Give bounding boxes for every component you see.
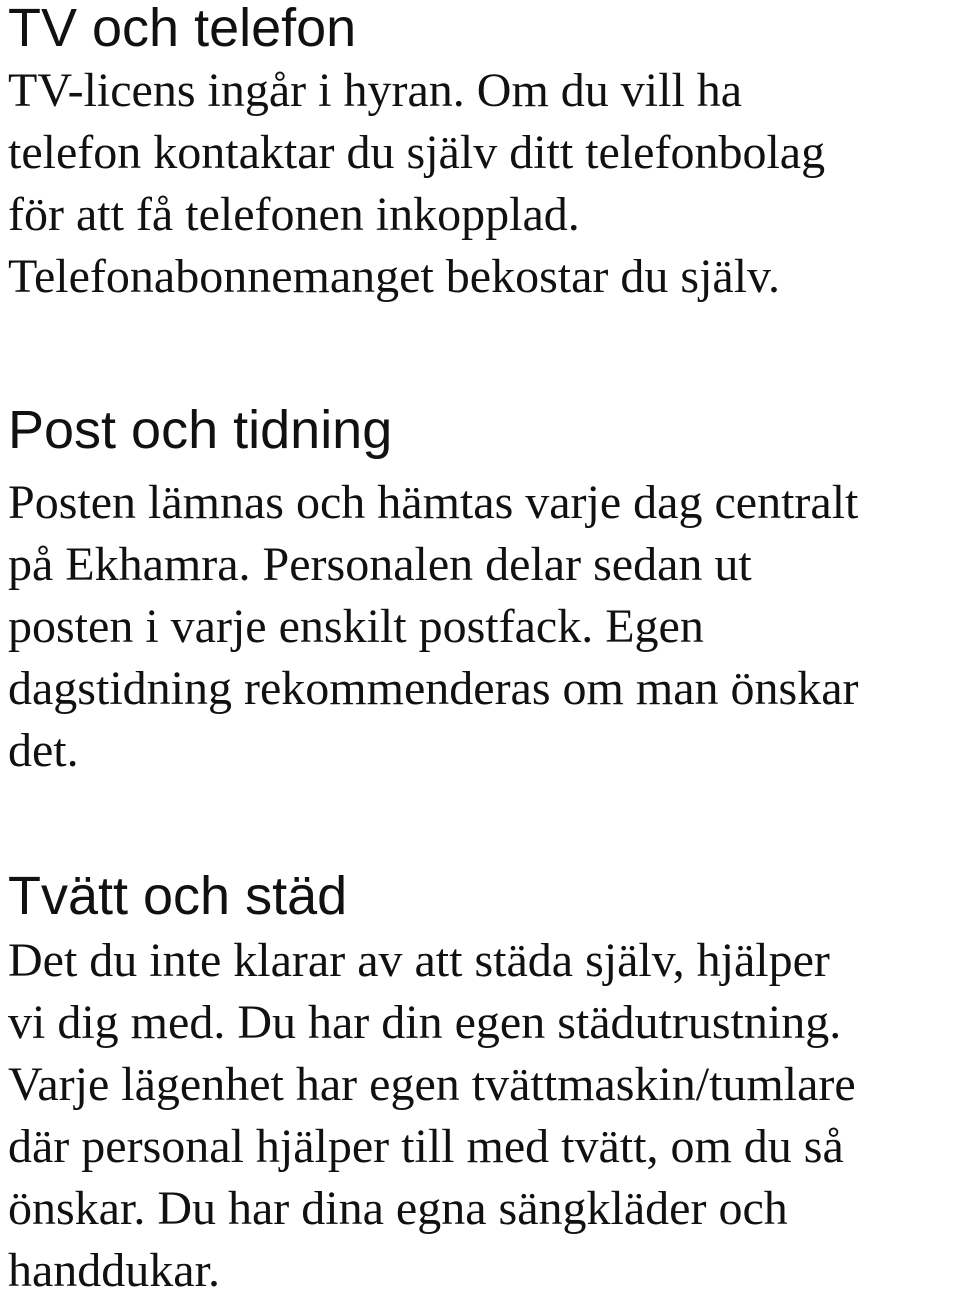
section-heading: TV och telefon (8, 0, 357, 58)
text-line: handdukar. (8, 1244, 220, 1297)
section-tvatt-och-stad (8, 866, 856, 1302)
section-post-och-tidning (8, 400, 858, 782)
text-line: dagstidning rekommenderas om man önskar (8, 662, 859, 715)
section-heading: Tvätt och städ (8, 866, 348, 926)
section-body (8, 472, 858, 782)
text-line: Telefonabonnemanget bekostar du själv. (8, 250, 780, 303)
section-body (8, 930, 856, 1302)
section-heading: Post och tidning (8, 400, 393, 460)
text-line: Varje lägenhet har egen tvättmaskin/tumlare (8, 1058, 856, 1111)
text-line: Posten lämnas och hämtas varje dag centralt (8, 476, 859, 529)
text-line: det. (8, 724, 79, 777)
text-line: TV-licens ingår i hyran. Om du vill ha (8, 64, 743, 117)
text-line: vi dig med. Du har din egen städutrustning. (8, 996, 842, 1049)
text-line: för att få telefonen inkopplad. (8, 188, 580, 241)
text-line: där personal hjälper till med tvätt, om du så (8, 1120, 844, 1173)
text-line: önskar. Du har dina egna sängkläder och (8, 1182, 788, 1235)
text-line: Det du inte klarar av att städa själv, hjälper (8, 934, 830, 987)
section-tv-och-telefon (8, 0, 825, 308)
text-line: posten i varje enskilt postfack. Egen (8, 600, 704, 653)
text-line: telefon kontaktar du själv ditt telefonbolag (8, 126, 826, 179)
text-line: på Ekhamra. Personalen delar sedan ut (8, 538, 752, 591)
section-body (8, 60, 825, 308)
